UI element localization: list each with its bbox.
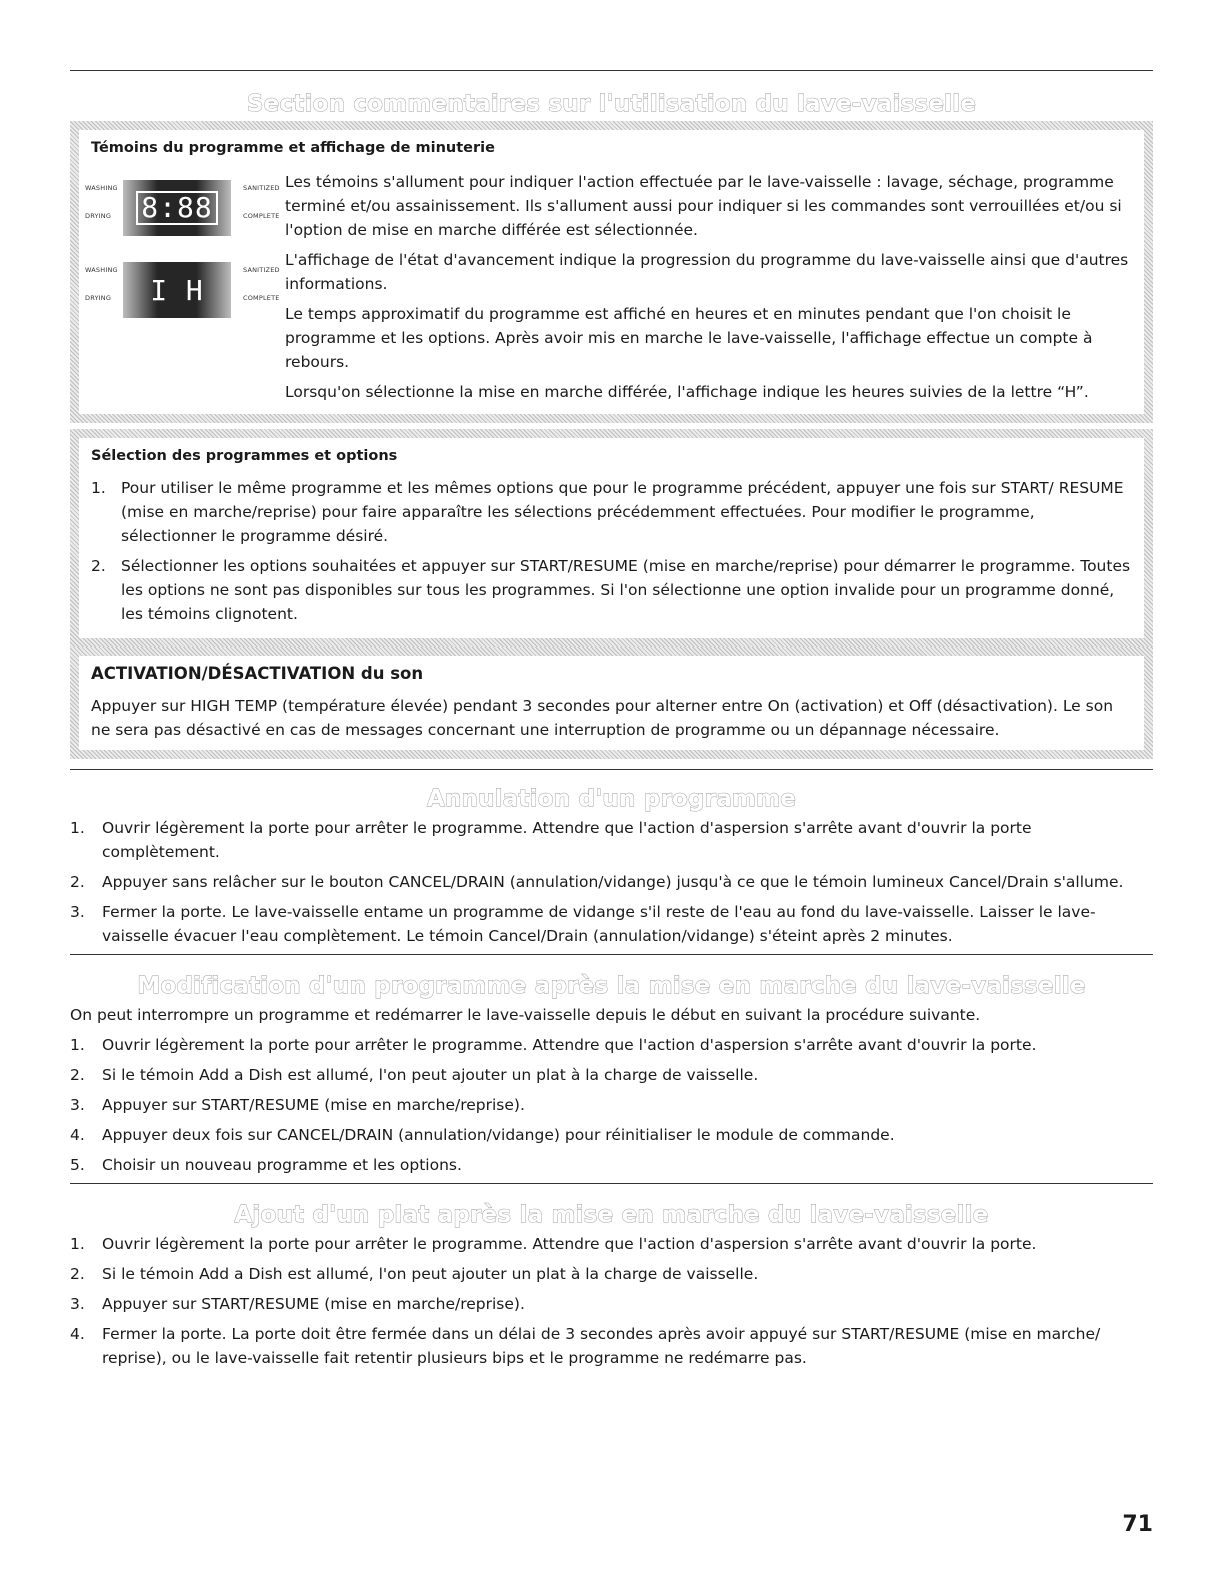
box-indicators-display — [70, 121, 1153, 423]
indicators-content — [85, 164, 1132, 410]
item-text: Appuyer sur START/RESUME (mise en marche/reprise). — [102, 1295, 525, 1313]
item-text: Fermer la porte. La porte doit être fermée dans un délai de 3 secondes après avoir appuyé sur START/RESUME (mise en marche/ reprise), ou le lave-vaisselle fait retentir plusieurs bips et le programme ne redémarre pas. — [102, 1325, 1101, 1367]
item-number: 4. — [70, 1126, 85, 1144]
item-number: 2. — [70, 1066, 85, 1084]
modify-section — [70, 1003, 1153, 1177]
lcd-display — [123, 262, 231, 318]
item-text: Ouvrir légèrement la porte pour arrêter le programme. Attendre que l'action d'aspersion s'arrête avant d'ouvrir la porte. — [102, 1036, 1037, 1054]
list-item — [91, 554, 1132, 626]
box-sound-toggle — [70, 647, 1153, 759]
lcd-digits: 8:88 — [136, 191, 217, 225]
section-rule — [70, 954, 1153, 955]
paragraph: Le temps approximatif du programme est affiché en heures et en minutes pendant que l'on choisit le programme et les options. Après avoir mis en marche le lave-vaisselle, l'affichage effectue un compte à rebours. — [285, 305, 1093, 371]
numbered-list — [70, 1232, 1153, 1370]
label-complete: COMPLETE — [243, 294, 280, 302]
box-heading: Sélection des programmes et options — [91, 448, 398, 464]
item-number: 2. — [70, 1265, 85, 1283]
paragraph: On peut interrompre un programme et redémarrer le lave-vaisselle depuis le début en suivant la procédure suivante. — [70, 1006, 981, 1024]
numbered-list — [70, 1033, 1153, 1177]
item-number: 2. — [70, 873, 85, 891]
label-sanitized: SANITIZED — [243, 184, 280, 192]
display-panel-time — [85, 180, 285, 240]
label-drying: DRYING — [85, 294, 112, 302]
item-number: 3. — [70, 1295, 85, 1313]
item-text: Appuyer sans relâcher sur le bouton CANCEL/DRAIN (annulation/vidange) jusqu'à ce que le témoin lumineux Cancel/Drain s'allume. — [102, 873, 1124, 891]
section-rule — [70, 769, 1153, 770]
lcd-digits: I H — [150, 273, 204, 307]
cancel-section — [70, 816, 1153, 948]
list-item — [70, 1153, 1153, 1177]
section-title-cancel: Annulation d'un programme — [426, 786, 797, 812]
list-item — [70, 1292, 1153, 1316]
item-number: 4. — [70, 1325, 85, 1343]
item-text: Pour utiliser le même programme et les mêmes options que pour le programme précédent, appuyer une fois sur START/ RESUME (mise en marche/reprise) pour faire apparaître les sélections précédemment effectuées. Pour modifier le programme, sélectionner le programme désiré. — [121, 479, 1124, 545]
item-number: 2. — [91, 557, 106, 575]
item-text: Ouvrir légèrement la porte pour arrêter le programme. Attendre que l'action d'aspersion s'arrête avant d'ouvrir la porte. — [102, 1235, 1037, 1253]
list-item — [70, 1262, 1153, 1286]
add-dish-section — [70, 1232, 1153, 1370]
display-figures — [85, 164, 285, 410]
list-item — [70, 870, 1153, 894]
item-number: 1. — [70, 1036, 85, 1054]
box-heading: ACTIVATION/DÉSACTIVATION du son — [91, 664, 424, 683]
numbered-list — [70, 816, 1153, 948]
item-text: Sélectionner les options souhaitées et appuyer sur START/RESUME (mise en marche/reprise) pour démarrer le programme. Toutes les options ne sont pas disponibles sur tous les programmes. Si l'on sélectionne une option invalide pour un programme donné, les témoins clignotent. — [121, 557, 1131, 623]
paragraph: Lorsqu'on sélectionne la mise en marche différée, l'affichage indique les heures suivies de la lettre “H”. — [285, 383, 1089, 401]
item-number: 1. — [91, 479, 106, 497]
indicators-text — [285, 164, 1132, 410]
page — [70, 70, 1153, 1376]
section-title-add-dish: Ajout d'un plat après la mise en marche du lave-vaisselle — [234, 1202, 989, 1228]
label-drying: DRYING — [85, 212, 112, 220]
box-heading: Témoins du programme et affichage de minuterie — [91, 140, 495, 156]
paragraph: Appuyer sur HIGH TEMP (température élevée) pendant 3 secondes pour alterner entre On (activation) et Off (désactivation). Le son ne sera pas désactivé en cas de messages concernant une interruption de programme ou un dépannage nécessaire. — [91, 697, 1114, 739]
lcd-display — [123, 180, 231, 236]
item-number: 3. — [70, 903, 85, 921]
label-complete: COMPLETE — [243, 212, 280, 220]
top-rule — [70, 70, 1153, 71]
paragraph: Les témoins s'allument pour indiquer l'action effectuée par le lave-vaisselle : lavage, séchage, programme terminé et/ou assainissement. Ils s'allument aussi pour indiquer si les commandes sont verrouillées et/ou si l'option de mise en marche différée est sélectionnée. — [285, 173, 1122, 239]
item-text: Si le témoin Add a Dish est allumé, l'on peut ajouter un plat à la charge de vaisselle. — [102, 1066, 759, 1084]
item-text: Appuyer deux fois sur CANCEL/DRAIN (annulation/vidange) pour réinitialiser le module de commande. — [102, 1126, 895, 1144]
section-rule — [70, 1183, 1153, 1184]
box-cycle-selection — [70, 429, 1153, 647]
numbered-list — [91, 476, 1132, 626]
item-text: Si le témoin Add a Dish est allumé, l'on peut ajouter un plat à la charge de vaisselle. — [102, 1265, 759, 1283]
section-title-feedback: Section commentaires sur l'utilisation du lave-vaisselle — [246, 91, 977, 117]
item-text: Fermer la porte. Le lave-vaisselle entame un programme de vidange s'il reste de l'eau au fond du lave-vaisselle. Laisser le lave-vaisselle évacuer l'eau complètement. Le témoin Cancel/Drain (annulation/vidange) s'éteint après 2 minutes. — [102, 903, 1096, 945]
item-text: Choisir un nouveau programme et les options. — [102, 1156, 462, 1174]
label-sanitized: SANITIZED — [243, 266, 280, 274]
section-title-modify: Modification d'un programme après la mise en marche du lave-vaisselle — [137, 973, 1086, 999]
list-item — [70, 1033, 1153, 1057]
label-washing: WASHING — [85, 184, 118, 192]
list-item — [70, 1232, 1153, 1256]
list-item — [70, 900, 1153, 948]
list-item — [70, 1063, 1153, 1087]
list-item — [70, 1322, 1153, 1370]
display-panel-delay — [85, 262, 285, 322]
list-item — [91, 476, 1132, 548]
item-number: 3. — [70, 1096, 85, 1114]
item-number: 5. — [70, 1156, 85, 1174]
list-item — [70, 1093, 1153, 1117]
item-text: Appuyer sur START/RESUME (mise en marche/reprise). — [102, 1096, 525, 1114]
item-number: 1. — [70, 1235, 85, 1253]
list-item — [70, 1123, 1153, 1147]
item-text: Ouvrir légèrement la porte pour arrêter le programme. Attendre que l'action d'aspersion s'arrête avant d'ouvrir la porte complètement. — [102, 819, 1032, 861]
label-washing: WASHING — [85, 266, 118, 274]
paragraph: L'affichage de l'état d'avancement indique la progression du programme du lave-vaisselle ainsi que d'autres informations. — [285, 251, 1129, 293]
list-item — [70, 816, 1153, 864]
item-number: 1. — [70, 819, 85, 837]
page-number: 71 — [1122, 1512, 1153, 1537]
